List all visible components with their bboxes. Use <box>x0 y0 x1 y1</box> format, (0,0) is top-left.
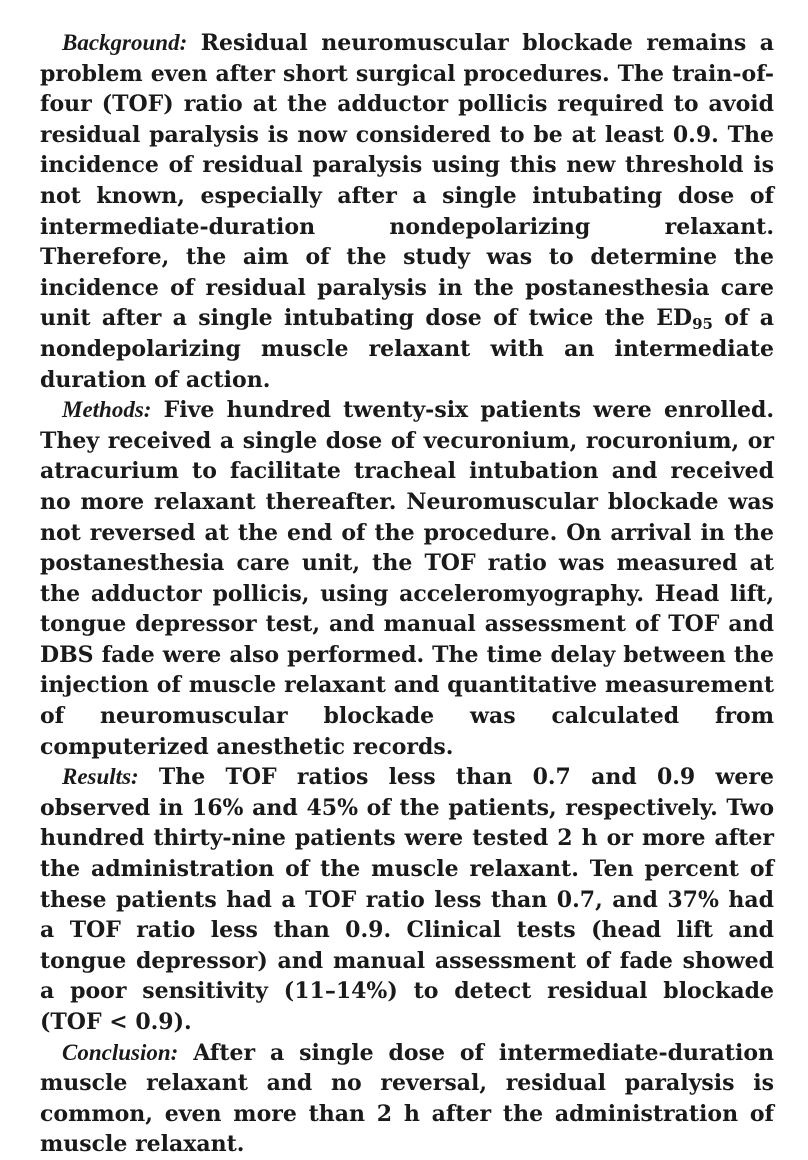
methods-heading: Methods: <box>62 397 152 423</box>
results-paragraph <box>40 762 774 1037</box>
background-text-end: of a nondepolarizing muscle relaxant with an intermediate duration of action. <box>40 305 774 393</box>
background-heading: Background: <box>62 30 188 55</box>
abstract-body <box>40 28 774 1160</box>
results-text: The TOF ratios less than 0.7 and 0.9 were observed in 16% and 45% of the patients, respectively. Two hundred thirty-nine patients were tested 2 h or more after the administration of the muscle relaxant. Ten percent of these patients had a TOF ratio less than 0.7, and 37% had a TOF ratio less than 0.9. Clinical tests (head lift and tongue depressor) and manual assessment of fade showed a poor sensitivity (11–14%) to detect residual blockade (TOF < 0.9). <box>40 764 774 1035</box>
results-heading: Results: <box>62 764 139 790</box>
conclusion-text: After a single dose of intermediate-duration muscle relaxant and no reversal, residual paralysis is common, even more than 2 h after the administration of muscle relaxant. <box>40 1039 774 1158</box>
conclusion-heading: Conclusion: <box>62 1039 179 1065</box>
conclusion-paragraph <box>40 1038 774 1160</box>
background-text: Residual neuromuscular blockade remains a problem even after short surgical procedures. The train-of-four (TOF) ratio at the adductor pollicis required to avoid residual paralysis is now considered to be at least 0.9. The incidence of residual paralysis using this new threshold is not known, especially after a single intubating dose of intermediate-duration nondepolarizing relaxant. Therefore, the aim of the study was to determine the incidence of residual paralysis in the postanesthesia care unit after a single intubating dose of twice the ED <box>40 30 774 332</box>
methods-text: Five hundred twenty-six patients were enrolled. They received a single dose of vecuronium, rocuronium, or atracurium to facilitate tracheal intubation and received no more relaxant thereafter. Neuromuscular blockade was not reversed at the end of the procedure. On arrival in the postanesthesia care unit, the TOF ratio was measured at the adductor pollicis, using acceleromyography. Head lift, tongue depressor test, and manual assessment of TOF and DBS fade were also performed. The time delay between the injection of muscle relaxant and quantitative measurement of neuromuscular blockade was calculated from computerized anesthetic records. <box>40 397 774 760</box>
ed-subscript: 95 <box>692 315 713 334</box>
methods-paragraph <box>40 395 774 762</box>
background-paragraph <box>40 28 774 395</box>
